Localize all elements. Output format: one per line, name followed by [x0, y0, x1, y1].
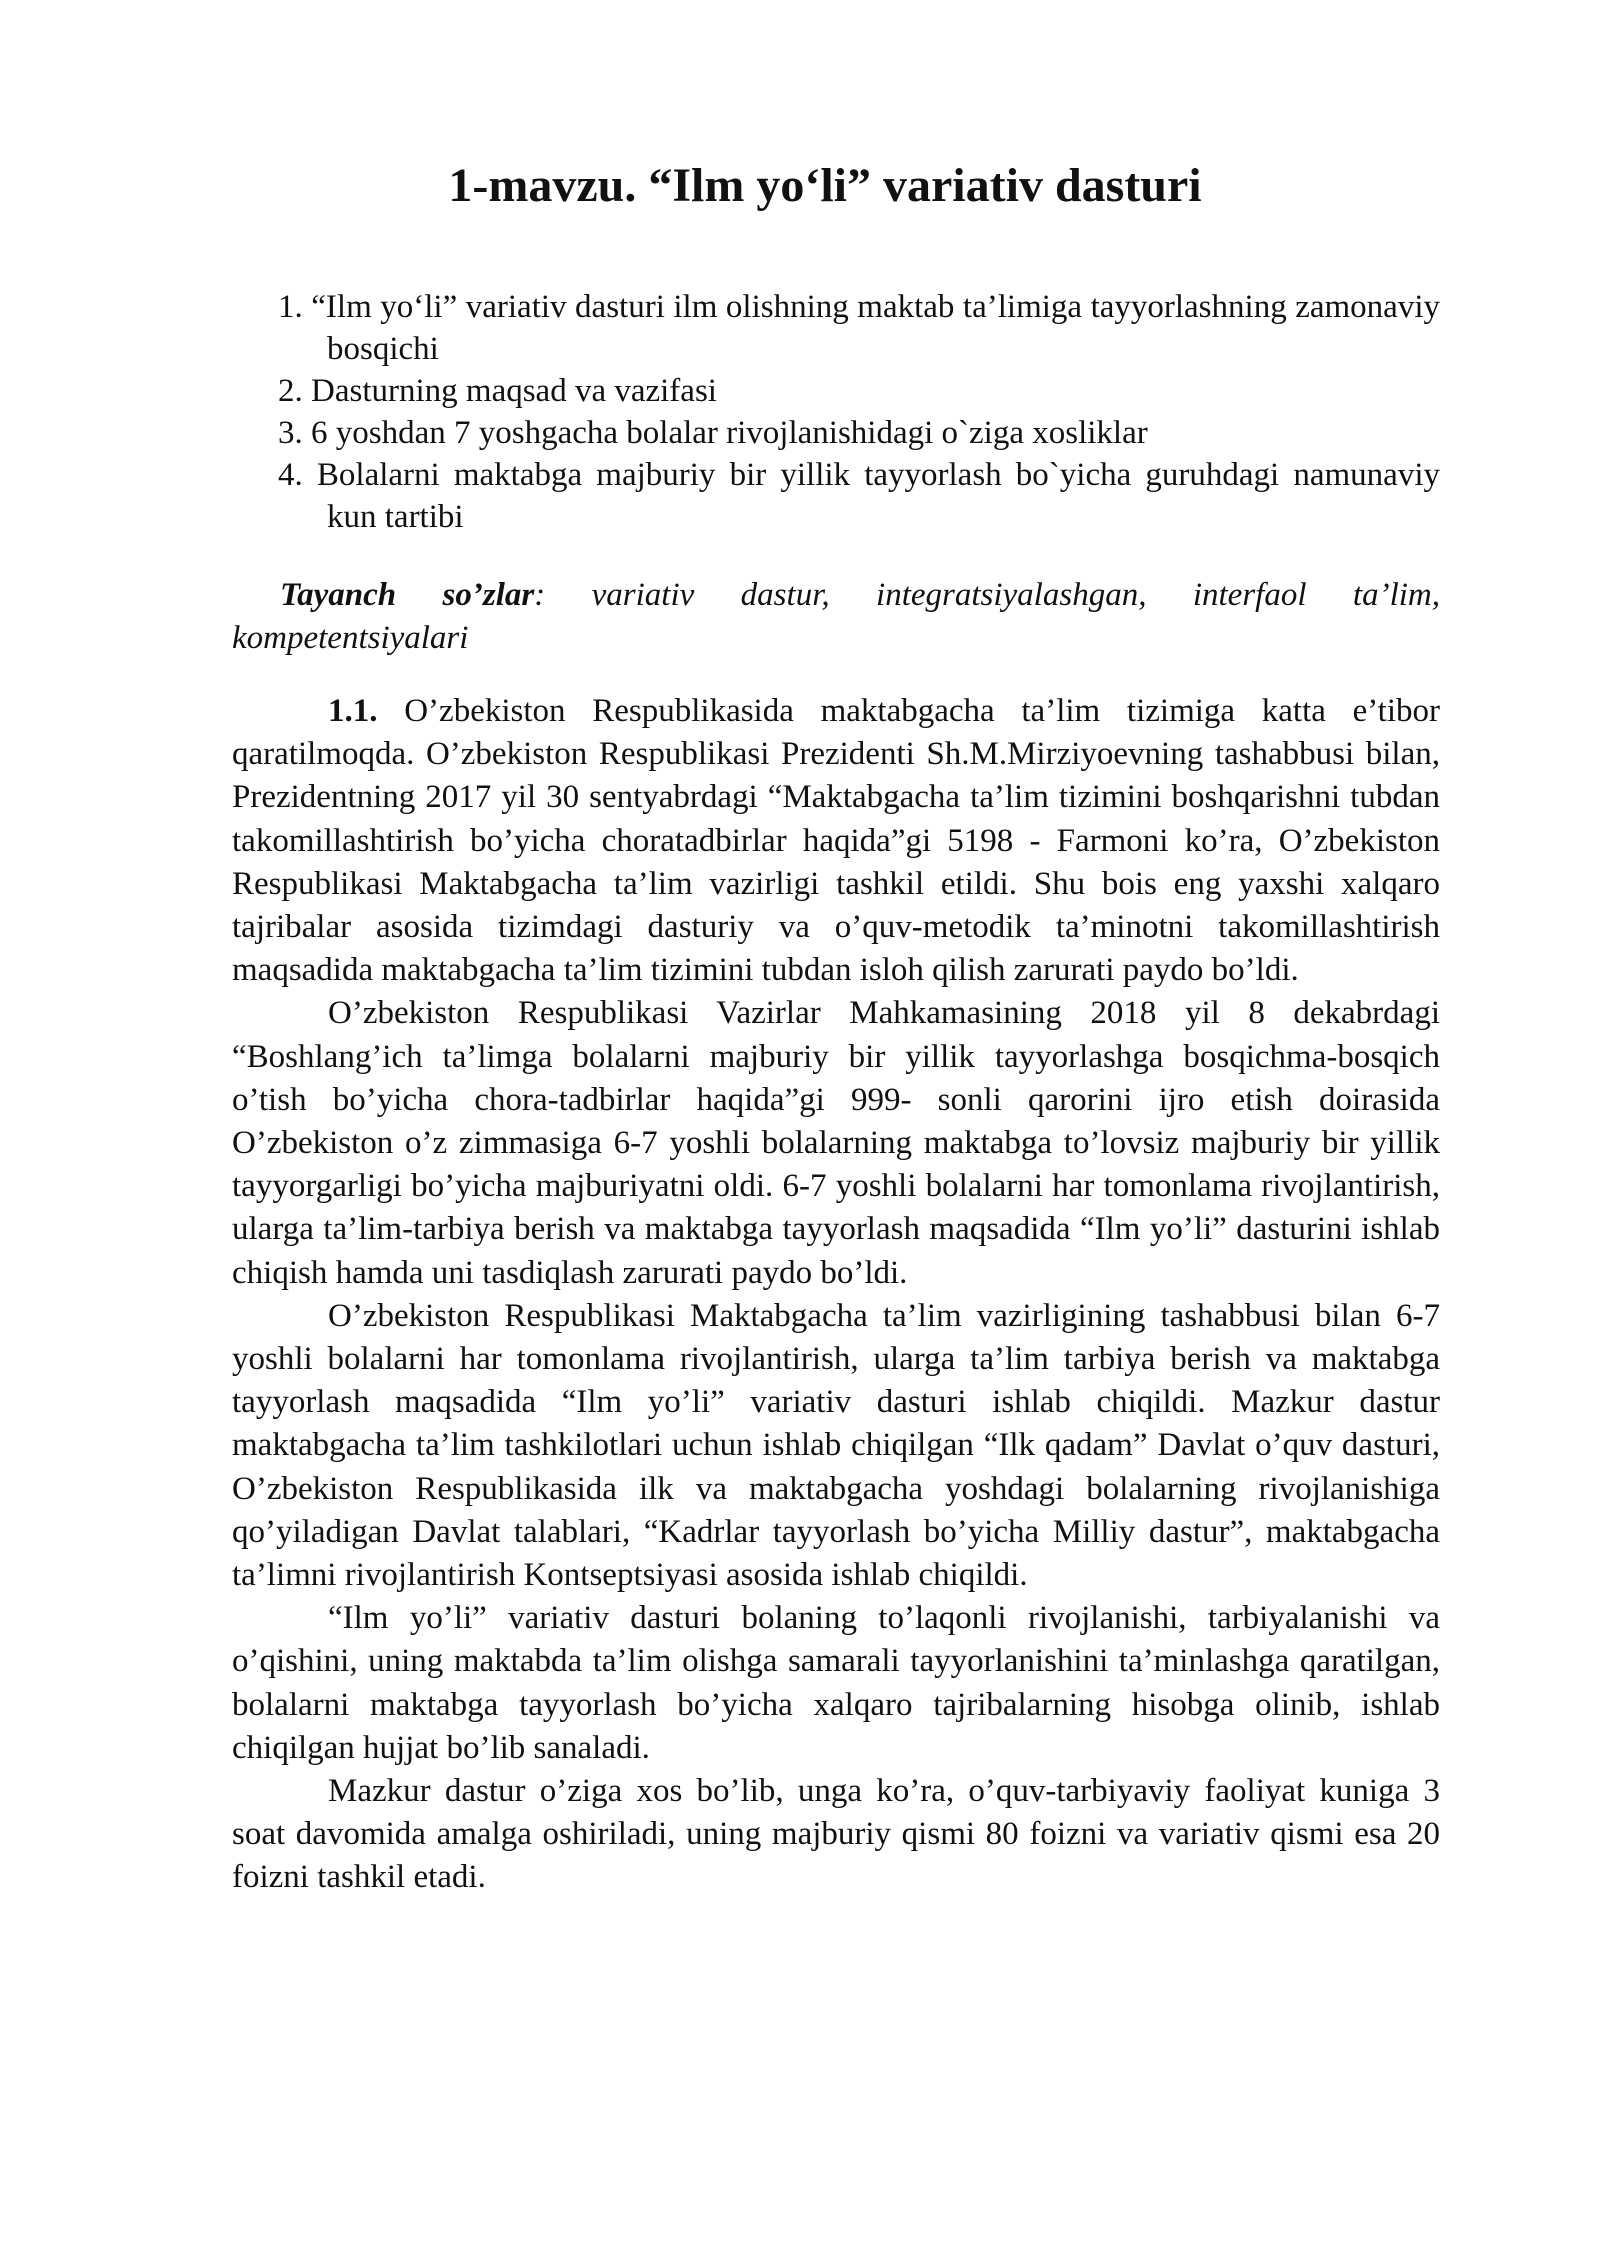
- outline-item: 4. Bolalarni maktabga majburiy bir yillik tayyorlash bo`yicha guruhdagi namunaviy kun tartibi: [278, 457, 1440, 535]
- keywords-text: : variativ dastur, integratsiyalashgan, interfaol ta’lim, kompetentsiyalari: [232, 577, 1440, 656]
- page-title: 1-mavzu. “Ilm yo‘li” variativ dasturi: [448, 159, 1202, 212]
- body-paragraph: O’zbekiston Respublikasi Vazirlar Mahkamasining 2018 yil 8 dekabrdagi “Boshlang’ich ta’limga bolalarni majburiy bir yillik tayyorlashga bosqichma-bosqich o’tish bo’yicha chora-tadbirlar haqida”gi 999- sonli qarorini ijro etish doirasida O’zbekiston o’z zimmasiga 6-7 yoshli bolalarning maktabga to’lovsiz majburiy bir yillik tayyorgarligi bo’yicha majburiyatni oldi. 6-7 yoshli bolalarni har tomonlama rivojlantirish, ularga ta’lim-tarbiya berish va maktabga tayyorlash maqsadida “Ilm yo’li” dasturini ishlab chiqish hamda uni tasdiqlash zarurati paydo bo’ldi.: [232, 995, 1440, 1291]
- keywords-paragraph: [232, 574, 1440, 660]
- body-paragraph: Mazkur dastur o’ziga xos bo’lib, unga ko’ra, o’quv-tarbiyaviy faoliyat kuniga 3 soat davomida amalga oshiriladi, uning majburiy qismi 80 foizni va variativ qismi esa 20 foizni tashkil etadi.: [232, 1773, 1440, 1896]
- outline-item: 2. Dasturning maqsad va vazifasi: [278, 373, 717, 409]
- outline-item: 3. 6 yoshdan 7 yoshgacha bolalar rivojlanishidagi o`ziga xosliklar: [278, 415, 1148, 451]
- section-number: 1.1.: [328, 693, 378, 729]
- body-paragraph: [232, 690, 1440, 992]
- body-text: [232, 690, 1440, 1900]
- keywords-label: Tayanch so’zlar: [280, 577, 535, 613]
- body-paragraph: “Ilm yo’li” variativ dasturi bolaning to’laqonli rivojlanishi, tarbiyalanishi va o’qishini, uning maktabda ta’lim olishga samarali tayyorlanishini ta’minlashga qaratilgan, bolalarni maktabga tayyorlash bo’yicha xalqaro tajribalarning hisobga olinib, ishlab chiqilgan hujjat bo’lib sanaladi.: [232, 1600, 1440, 1766]
- body-paragraph: O’zbekiston Respublikasi Maktabgacha ta’lim vazirligining tashabbusi bilan 6-7 yoshli bolalarni har tomonlama rivojlantirish, ularga ta’lim tarbiya berish va maktabga tayyorlash maqsadida “Ilm yo’li” variativ dasturi ishlab chiqildi. Mazkur dastur maktabgacha ta’lim tashkilotlari uchun ishlab chiqilgan “Ilk qadam” Davlat o’quv dasturi, O’zbekiston Respublikasida ilk va maktabgacha yoshdagi bolalarning rivojlanishiga qo’yiladigan Davlat talablari, “Kadrlar tayyorlash bo’yicha Milliy dastur”, maktabgacha ta’limni rivojlantirish Kontseptsiyasi asosida ishlab chiqildi.: [232, 1297, 1440, 1594]
- outline-item: 1. “Ilm yo‘li” variativ dasturi ilm olishning maktab ta’limiga tayyorlashning zamonaviy bosqichi: [278, 289, 1440, 367]
- paragraph-text: O’zbekiston Respublikasida maktabgacha ta’lim tizimiga katta e’tibor qaratilmoqda. O’zbekiston Respublikasi Prezidenti Sh.M.Mirziyoevning tashabbusi bilan, Prezidentning 2017 yil 30 sentyabrdagi “Maktabgacha ta’lim tizimini boshqarishni tubdan takomillashtirish bo’yicha choratadbirlar haqida”gi 5198 - Farmoni ko’ra, O’zbekiston Respublikasi Maktabgacha ta’lim vazirligi tashkil etildi. Shu bois eng yaxshi xalqaro tajribalar asosida tizimdagi dasturiy va o’quv-metodik ta’minotni takomillashtirish maqsadida maktabgacha ta’lim tizimini tubdan isloh qilish zarurati paydo bo’ldi.: [232, 693, 1440, 989]
- topic-outline: [278, 286, 1440, 538]
